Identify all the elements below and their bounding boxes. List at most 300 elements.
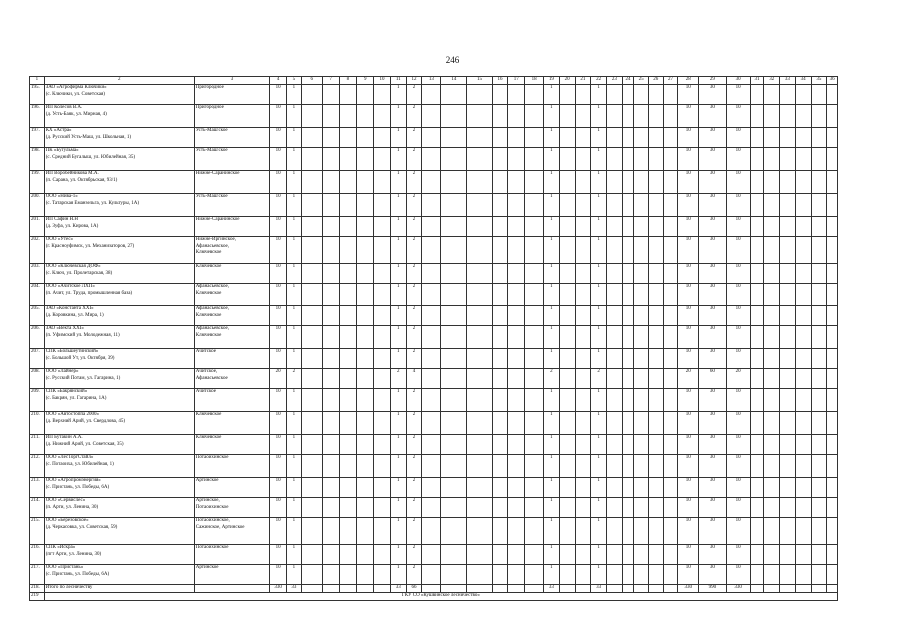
empty-cell: [422, 128, 441, 148]
column-number: 17: [508, 77, 525, 85]
value-cell: 1: [390, 412, 406, 435]
value-cell: 10: [270, 306, 287, 326]
empty-cell: [663, 498, 678, 518]
value-cell: 2: [406, 306, 422, 326]
empty-cell: [559, 565, 575, 585]
value-cell: 2: [406, 85, 422, 105]
empty-cell: [525, 237, 544, 264]
empty-cell: [339, 217, 357, 237]
column-number: 28: [678, 77, 699, 85]
empty-cell: [780, 194, 796, 217]
value-cell: 1: [544, 128, 560, 148]
value-cell: 1: [544, 85, 560, 105]
value-cell: 1: [591, 349, 607, 369]
value-cell: 2: [406, 389, 422, 412]
empty-cell: [422, 264, 441, 284]
empty-cell: [525, 498, 544, 518]
empty-cell: [575, 264, 591, 284]
value-cell: 1: [591, 498, 607, 518]
empty-cell: [492, 148, 508, 171]
empty-cell: [795, 478, 811, 498]
organization-address: (с. Русский Потам, ул. Гагарина, 1): [45, 375, 121, 381]
value-cell: 1: [390, 85, 406, 105]
value-cell: 1: [544, 194, 560, 217]
total-value: 330: [270, 585, 287, 593]
empty-cell: [750, 545, 764, 565]
empty-cell: [492, 128, 508, 148]
empty-cell: [357, 435, 374, 455]
value-cell: 10: [726, 105, 750, 128]
empty-cell: [357, 171, 374, 194]
column-number: 12: [406, 77, 422, 85]
empty-cell: [559, 284, 575, 306]
empty-cell: [301, 284, 322, 306]
empty-cell: [357, 326, 374, 349]
empty-cell: [322, 498, 339, 518]
value-cell: 10: [678, 565, 699, 585]
district-name: Нижне-Саранинское: [195, 217, 240, 222]
empty-cell: [301, 498, 322, 518]
empty-cell: [422, 435, 441, 455]
empty-cell: [492, 264, 508, 284]
empty-cell: [606, 284, 622, 306]
empty-cell: [827, 455, 838, 478]
empty-cell: [508, 585, 525, 593]
empty-cell: [301, 545, 322, 565]
organization-name: СПК «Бакрянский»: [45, 389, 88, 394]
empty-cell: [441, 412, 467, 435]
district-name: Артинское,: [195, 498, 220, 503]
table-row: [30, 171, 838, 194]
empty-cell: [795, 389, 811, 412]
empty-cell: [827, 545, 838, 565]
empty-cell: [492, 105, 508, 128]
empty-cell: [322, 326, 339, 349]
value-cell: 10: [270, 498, 287, 518]
table-row: [30, 148, 838, 171]
empty-cell: [811, 455, 827, 478]
district-name: Потаoихинское: [195, 455, 229, 460]
empty-cell: [508, 105, 525, 128]
value-cell: 1: [591, 148, 607, 171]
empty-cell: [422, 326, 441, 349]
empty-cell: [339, 326, 357, 349]
empty-cell: [606, 237, 622, 264]
value-cell: 2: [406, 349, 422, 369]
value-cell: 1: [287, 478, 302, 498]
empty-cell: [622, 237, 634, 264]
table-row: [30, 498, 838, 518]
value-cell: 1: [591, 412, 607, 435]
empty-cell: [322, 389, 339, 412]
empty-cell: [622, 105, 634, 128]
value-cell: 10: [678, 194, 699, 217]
column-number: 21: [575, 77, 591, 85]
empty-cell: [575, 284, 591, 306]
empty-cell: [422, 369, 441, 389]
empty-cell: [467, 435, 492, 455]
empty-cell: [559, 326, 575, 349]
value-cell: 1: [591, 518, 607, 545]
organization-name: СПК «Искра»: [45, 545, 76, 550]
organization-cell: [44, 171, 194, 194]
empty-cell: [634, 455, 649, 478]
row-number: 204.: [30, 284, 45, 306]
empty-cell: [374, 435, 391, 455]
empty-cell: [648, 148, 663, 171]
empty-cell: [575, 518, 591, 545]
empty-cell: [559, 306, 575, 326]
value-cell: 1: [390, 389, 406, 412]
row-number: 198.: [30, 148, 45, 171]
district-cell: [194, 284, 270, 306]
empty-cell: [575, 585, 591, 593]
empty-cell: [764, 326, 780, 349]
empty-cell: [301, 326, 322, 349]
empty-cell: [575, 349, 591, 369]
value-cell: 1: [390, 128, 406, 148]
empty-cell: [339, 284, 357, 306]
value-cell: 30: [699, 171, 726, 194]
empty-cell: [750, 478, 764, 498]
empty-cell: [374, 264, 391, 284]
total-value: 33: [591, 585, 607, 593]
value-cell: 10: [726, 284, 750, 306]
empty-cell: [559, 518, 575, 545]
empty-cell: [508, 326, 525, 349]
empty-cell: [663, 412, 678, 435]
value-cell: 1: [591, 455, 607, 478]
empty-cell: [339, 171, 357, 194]
organization-address: (с. Пристань, ул. Победы, 6А): [45, 484, 110, 490]
empty-cell: [827, 389, 838, 412]
empty-cell: [663, 349, 678, 369]
organization-address: (с. Большой Ут, ул. Октября, 39): [45, 355, 115, 361]
empty-cell: [357, 284, 374, 306]
row-number: 202.: [30, 237, 45, 264]
value-cell: 2: [406, 284, 422, 306]
empty-cell: [622, 565, 634, 585]
empty-cell: [508, 545, 525, 565]
row-number: 208.: [30, 369, 45, 389]
row-number: 211.: [30, 435, 45, 455]
empty-cell: [422, 349, 441, 369]
value-cell: 10: [678, 349, 699, 369]
empty-cell: [339, 518, 357, 545]
organization-cell: [44, 326, 194, 349]
organization-cell: [44, 85, 194, 105]
column-number: 16: [492, 77, 508, 85]
empty-cell: [795, 306, 811, 326]
empty-cell: [780, 412, 796, 435]
district-cell: [194, 369, 270, 389]
empty-cell: [508, 349, 525, 369]
empty-cell: [322, 455, 339, 478]
empty-cell: [422, 284, 441, 306]
organization-name: ЗАО «Константа XXI»: [45, 306, 94, 311]
empty-cell: [441, 455, 467, 478]
empty-cell: [374, 128, 391, 148]
empty-cell: [663, 148, 678, 171]
value-cell: 10: [270, 326, 287, 349]
empty-cell: [663, 518, 678, 545]
district-name: Ключевское: [195, 312, 222, 318]
empty-cell: [811, 478, 827, 498]
empty-cell: [795, 326, 811, 349]
empty-cell: [811, 148, 827, 171]
empty-cell: [422, 237, 441, 264]
empty-cell: [339, 237, 357, 264]
empty-cell: [622, 284, 634, 306]
empty-cell: [508, 565, 525, 585]
value-cell: 10: [726, 264, 750, 284]
organization-cell: [44, 518, 194, 545]
empty-cell: [492, 326, 508, 349]
value-cell: 10: [726, 194, 750, 217]
empty-cell: [634, 284, 649, 306]
value-cell: 1: [544, 478, 560, 498]
empty-cell: [339, 264, 357, 284]
value-cell: 10: [270, 478, 287, 498]
empty-cell: [764, 435, 780, 455]
empty-cell: [811, 349, 827, 369]
district-name: Потаoихинское: [195, 504, 229, 510]
district-cell: [194, 237, 270, 264]
district-cell: [194, 412, 270, 435]
empty-cell: [441, 128, 467, 148]
empty-cell: [422, 455, 441, 478]
empty-cell: [422, 171, 441, 194]
table-row: [30, 284, 838, 306]
value-cell: 2: [406, 545, 422, 565]
value-cell: 1: [544, 171, 560, 194]
value-cell: 1: [544, 518, 560, 545]
empty-cell: [606, 455, 622, 478]
value-cell: 1: [591, 217, 607, 237]
district-cell: [194, 264, 270, 284]
empty-cell: [559, 105, 575, 128]
value-cell: 1: [390, 518, 406, 545]
empty-cell: [606, 518, 622, 545]
empty-cell: [750, 284, 764, 306]
value-cell: 10: [678, 389, 699, 412]
empty-cell: [525, 264, 544, 284]
row-number: 195.: [30, 85, 45, 105]
empty-cell: [374, 306, 391, 326]
row-number: 196.: [30, 105, 45, 128]
value-cell: 10: [270, 237, 287, 264]
value-cell: 30: [699, 85, 726, 105]
empty-cell: [508, 284, 525, 306]
empty-cell: [750, 585, 764, 593]
empty-cell: [492, 518, 508, 545]
empty-cell: [795, 194, 811, 217]
value-cell: 1: [544, 306, 560, 326]
empty-cell: [525, 128, 544, 148]
empty-cell: [606, 217, 622, 237]
table-row: [30, 518, 838, 545]
empty-cell: [634, 105, 649, 128]
empty-cell: [811, 518, 827, 545]
empty-cell: [508, 264, 525, 284]
organization-address: (с. Пристань, ул. Победы, 6А): [45, 571, 110, 577]
empty-cell: [467, 585, 492, 593]
empty-cell: [374, 85, 391, 105]
column-number: 3: [194, 77, 270, 85]
organization-cell: [44, 148, 194, 171]
empty-cell: [827, 264, 838, 284]
district-cell: [194, 565, 270, 585]
empty-cell: [374, 585, 391, 593]
empty-cell: [559, 194, 575, 217]
value-cell: 1: [390, 435, 406, 455]
value-cell: 1: [544, 326, 560, 349]
empty-cell: [827, 518, 838, 545]
empty-cell: [492, 217, 508, 237]
value-cell: 30: [699, 478, 726, 498]
empty-cell: [492, 369, 508, 389]
district-name: Ачитское: [195, 389, 216, 394]
value-cell: 1: [390, 264, 406, 284]
empty-cell: [374, 498, 391, 518]
column-number: 22: [591, 77, 607, 85]
empty-cell: [606, 478, 622, 498]
value-cell: 20: [678, 369, 699, 389]
organization-address: (с. Потаоиха, ул. Юбилейная, 1): [45, 461, 114, 467]
value-cell: 10: [270, 105, 287, 128]
empty-cell: [492, 306, 508, 326]
value-cell: 1: [287, 349, 302, 369]
empty-cell: [795, 85, 811, 105]
empty-cell: [648, 585, 663, 593]
empty-cell: [634, 237, 649, 264]
value-cell: 1: [544, 264, 560, 284]
empty-cell: [606, 148, 622, 171]
empty-cell: [811, 498, 827, 518]
value-cell: 10: [270, 194, 287, 217]
organization-address: (д. Коровкина, ул. Мира, 1): [45, 312, 104, 318]
empty-cell: [648, 105, 663, 128]
empty-cell: [339, 369, 357, 389]
empty-cell: [441, 284, 467, 306]
organization-cell: [44, 412, 194, 435]
empty-cell: [811, 389, 827, 412]
empty-cell: [301, 85, 322, 105]
empty-cell: [357, 412, 374, 435]
empty-cell: [764, 585, 780, 593]
empty-cell: [634, 148, 649, 171]
empty-cell: [622, 194, 634, 217]
empty-cell: [441, 545, 467, 565]
empty-cell: [606, 194, 622, 217]
organization-cell: [44, 264, 194, 284]
empty-cell: [467, 306, 492, 326]
organization-cell: [44, 369, 194, 389]
empty-cell: [827, 478, 838, 498]
total-row: [30, 585, 838, 593]
empty-cell: [648, 264, 663, 284]
empty-cell: [508, 128, 525, 148]
value-cell: 1: [287, 545, 302, 565]
empty-cell: [559, 389, 575, 412]
value-cell: 1: [591, 128, 607, 148]
empty-cell: [622, 171, 634, 194]
value-cell: 1: [544, 217, 560, 237]
empty-cell: [663, 565, 678, 585]
empty-cell: [508, 412, 525, 435]
empty-cell: [508, 237, 525, 264]
empty-cell: [322, 217, 339, 237]
empty-cell: [750, 306, 764, 326]
value-cell: 2: [406, 518, 422, 545]
empty-cell: [764, 498, 780, 518]
empty-cell: [764, 171, 780, 194]
district-name: Потаoихинское: [195, 545, 229, 550]
empty-cell: [357, 478, 374, 498]
empty-cell: [575, 435, 591, 455]
value-cell: 30: [699, 545, 726, 565]
empty-cell: [322, 105, 339, 128]
empty-cell: [339, 128, 357, 148]
empty-cell: [525, 545, 544, 565]
empty-cell: [795, 284, 811, 306]
empty-cell: [441, 85, 467, 105]
empty-cell: [339, 85, 357, 105]
empty-cell: [795, 435, 811, 455]
organization-address: (с. Татарская Еманзельга, ул. Культуры, 1А): [45, 200, 140, 206]
value-cell: 10: [270, 85, 287, 105]
value-cell: 1: [591, 264, 607, 284]
value-cell: 30: [699, 435, 726, 455]
district-cell: [194, 518, 270, 545]
empty-cell: [374, 284, 391, 306]
value-cell: 10: [678, 518, 699, 545]
empty-cell: [339, 478, 357, 498]
empty-cell: [634, 435, 649, 455]
table-row: [30, 264, 838, 284]
empty-cell: [339, 585, 357, 593]
district-name: Артинское: [195, 478, 219, 483]
empty-cell: [441, 237, 467, 264]
organization-cell: [44, 237, 194, 264]
empty-cell: [492, 194, 508, 217]
empty-cell: [322, 565, 339, 585]
empty-cell: [508, 369, 525, 389]
empty-cell: [322, 545, 339, 565]
empty-cell: [357, 105, 374, 128]
value-cell: 30: [699, 148, 726, 171]
value-cell: 1: [390, 478, 406, 498]
empty-cell: [634, 264, 649, 284]
value-cell: 10: [270, 435, 287, 455]
total-value: 33: [390, 585, 406, 593]
empty-cell: [525, 478, 544, 498]
empty-cell: [622, 85, 634, 105]
empty-cell: [827, 369, 838, 389]
column-number: 11: [390, 77, 406, 85]
column-number: 29: [699, 77, 726, 85]
empty-cell: [374, 369, 391, 389]
empty-cell: [827, 326, 838, 349]
empty-cell: [634, 498, 649, 518]
organization-name: ООО «Агропромэнергия»: [45, 478, 101, 483]
empty-cell: [374, 518, 391, 545]
empty-cell: [441, 349, 467, 369]
value-cell: 10: [270, 389, 287, 412]
empty-cell: [422, 498, 441, 518]
empty-cell: [374, 389, 391, 412]
empty-cell: [795, 171, 811, 194]
